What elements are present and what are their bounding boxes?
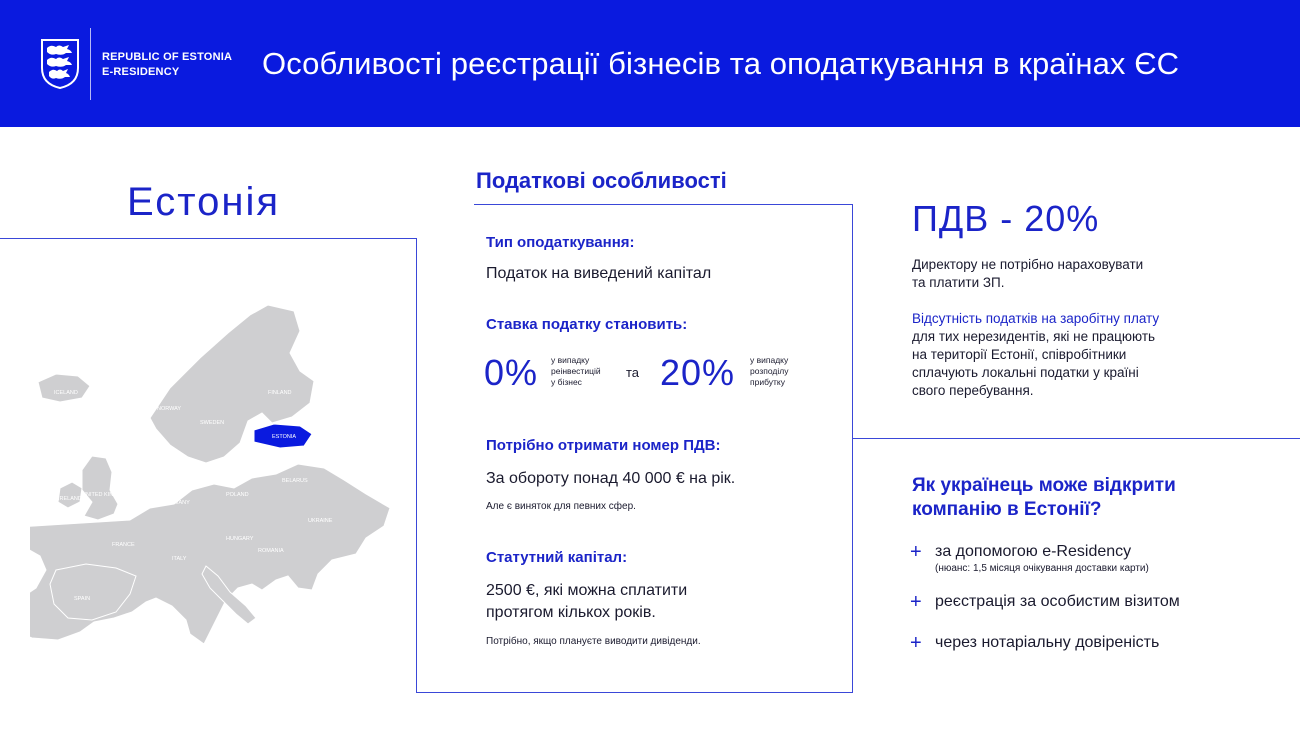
howto-item-eresidency: за допомогою e-Residency xyxy=(935,543,1132,560)
map-label: LITHUANIA xyxy=(252,462,281,468)
map-label: NORWAY xyxy=(157,406,182,412)
howto-item-notary: через нотаріальну довіреність xyxy=(935,634,1160,651)
tax-type-label: Тип оподаткування: xyxy=(486,234,635,251)
plus-icon: + xyxy=(910,632,922,654)
map-label: LATVIA xyxy=(270,450,289,456)
rate-distribution-note-line: розподілу xyxy=(750,366,789,376)
paragraph-line: та платити ЗП. xyxy=(912,275,1005,290)
capital-label: Статутний капітал: xyxy=(486,549,628,566)
estonia-coat-of-arms-icon xyxy=(40,38,80,90)
map-label: POLAND xyxy=(226,492,249,498)
howto-heading-line: компанію в Естонії? xyxy=(912,499,1102,520)
vat-number-note: Але є виняток для певних сфер. xyxy=(486,501,636,512)
map-label: ITALY xyxy=(172,556,187,562)
map-label: SWEDEN xyxy=(200,420,225,426)
rate-reinvest-note-line: у випадку xyxy=(551,355,590,365)
howto-item-visit: реєстрація за особистим візитом xyxy=(935,593,1180,610)
rate-reinvest-note-line: реінвестицій xyxy=(551,366,601,376)
plus-icon: + xyxy=(910,541,922,563)
map-label: UKRAINE xyxy=(308,518,333,524)
map-label: ROMANIA xyxy=(258,548,284,554)
rate-distribution-note-line: прибутку xyxy=(750,377,785,387)
director-paragraph xyxy=(912,256,1212,292)
map-label: GERMANY xyxy=(162,500,190,506)
rate-distribution-note xyxy=(750,355,788,388)
map-uk xyxy=(82,456,118,520)
paragraph-line: Директору не потрібно нараховувати xyxy=(912,257,1144,272)
paragraph-line: на території Естонії, співробітники xyxy=(912,347,1127,362)
map-frame-top-line xyxy=(0,238,417,239)
rate-reinvest: 0% xyxy=(484,352,539,393)
brand-line-2: E-RESIDENCY xyxy=(102,66,180,78)
vat-number-label: Потрібно отримати номер ПДВ: xyxy=(486,437,721,454)
payroll-paragraph xyxy=(912,310,1212,400)
paragraph-line: для тих нерезидентів, які не працюють xyxy=(912,329,1156,344)
howto-item-note: (нюанс: 1,5 місяця очікування доставки карти) xyxy=(935,563,1149,574)
vat-title: ПДВ - 20% xyxy=(912,198,1100,239)
card-top-gap xyxy=(416,204,474,206)
vat-number-value: За обороту понад 40 000 € на рік. xyxy=(486,470,736,487)
capital-line: протягом кількох років. xyxy=(486,604,656,621)
map-label: IRELAND xyxy=(58,496,82,502)
map-label: ICELAND xyxy=(54,390,78,396)
rate-distribution-note-line: у випадку xyxy=(750,355,789,365)
logo-divider xyxy=(90,28,91,100)
rate-and: та xyxy=(626,365,640,380)
plus-icon: + xyxy=(910,591,922,613)
map-label: UNITED KINGDOM xyxy=(82,492,131,498)
rate-reinvest-note xyxy=(551,355,601,388)
map-label: HUNGARY xyxy=(226,536,254,542)
map-label: SPAIN xyxy=(74,596,91,602)
map-iceland xyxy=(38,374,90,402)
map-label: BELARUS xyxy=(282,478,308,484)
howto-heading xyxy=(912,474,1252,522)
tax-type-value: Податок на виведений капітал xyxy=(486,265,712,282)
capital-value xyxy=(486,580,687,624)
capital-note: Потрібно, якщо плануєте виводити дивіденди. xyxy=(486,636,701,647)
right-divider xyxy=(853,438,1300,439)
paragraph-line: сплачують локальні податки у країні xyxy=(912,365,1139,380)
map-label: ESTONIA xyxy=(272,434,297,440)
tax-rate-label: Ставка податку становить: xyxy=(486,316,688,333)
tax-section-heading: Податкові особливості xyxy=(476,168,727,193)
map-label: FINLAND xyxy=(268,390,292,396)
europe-map xyxy=(30,270,390,660)
capital-line: 2500 €, які можна сплатити xyxy=(486,582,688,599)
page-title: Особливості реєстрації бізнесів та оподаткування в країнах ЄС xyxy=(262,46,1180,81)
header-banner xyxy=(0,0,1300,127)
paragraph-line: свого перебування. xyxy=(912,383,1034,398)
map-ireland xyxy=(58,482,82,508)
rate-reinvest-note-line: у бізнес xyxy=(551,377,582,387)
map-label: FRANCE xyxy=(112,542,135,548)
rate-distribution: 20% xyxy=(660,352,736,393)
payroll-highlight: Відсутність податків на заробітну плату xyxy=(912,311,1160,326)
brand-name xyxy=(102,50,232,80)
country-title: Естонія xyxy=(127,180,280,224)
howto-heading-line: Як українець може відкрити xyxy=(912,475,1176,496)
brand-line-1: REPUBLIC OF ESTONIA xyxy=(102,51,233,63)
